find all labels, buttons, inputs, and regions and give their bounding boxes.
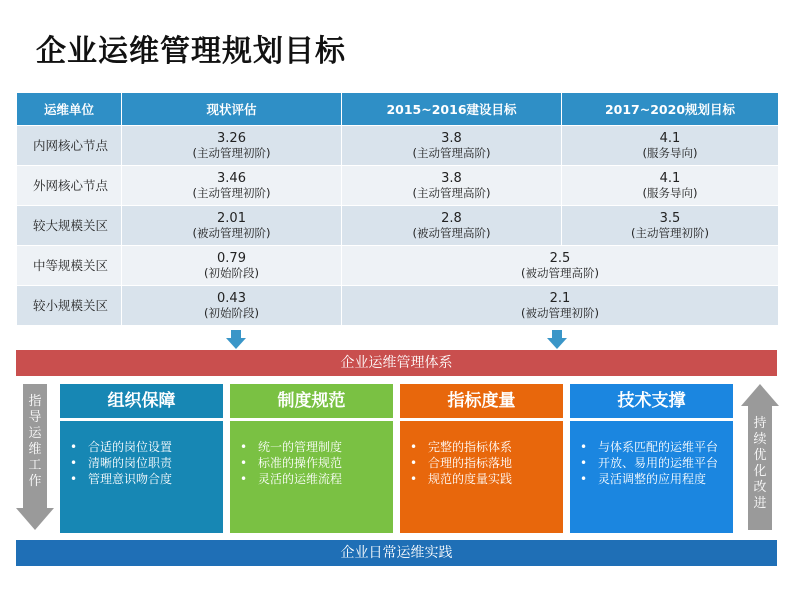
page-title: 企业运维管理规划目标: [36, 34, 346, 69]
stage-label: (初始阶段): [204, 305, 259, 320]
current-cell: [122, 126, 342, 166]
table-row: [17, 166, 779, 206]
score-value: 2.01: [217, 210, 246, 226]
list-item: • 管理意识吻合度: [68, 471, 219, 487]
list-item: • 开放、易用的运维平台: [578, 455, 729, 471]
stage-label: (被动管理高阶): [521, 265, 599, 280]
score-value: 2.8: [441, 210, 462, 226]
merged-target-cell: [342, 286, 779, 326]
column-header: 2015~2016建设目标: [342, 93, 562, 126]
stage-label: (主动管理初阶): [631, 225, 709, 240]
pillar-technology: [570, 384, 733, 530]
column-header: 现状评估: [122, 93, 342, 126]
list-item: • 完整的指标体系: [408, 439, 559, 455]
column-header: 2017~2020规划目标: [562, 93, 779, 126]
target-2016-cell: [342, 126, 562, 166]
list-item: • 与体系匹配的运维平台: [578, 439, 729, 455]
current-cell: [122, 286, 342, 326]
list-item: • 统一的管理制度: [238, 439, 389, 455]
pillar-body: [400, 421, 563, 533]
stage-label: (主动管理高阶): [412, 185, 491, 200]
stage-label: (主动管理初阶): [192, 185, 271, 200]
score-value: 3.8: [441, 130, 462, 146]
arrow-up-improve-icon: [741, 384, 779, 530]
pillar-title: 组织保障: [60, 384, 223, 418]
pillar-organization: [60, 384, 223, 530]
score-value: 2.5: [549, 250, 571, 266]
pillar-title: 技术支撑: [570, 384, 733, 418]
target-2016-cell: [342, 206, 562, 246]
table-row: [17, 286, 779, 326]
target-2016-cell: [342, 166, 562, 206]
pillar-title: 指标度量: [400, 384, 563, 418]
stage-label: (服务导向): [642, 145, 698, 160]
unit-cell: 较小规模关区: [17, 286, 122, 326]
management-system-bar: 企业运维管理体系: [16, 350, 777, 376]
column-header: 运维单位: [17, 93, 122, 126]
pillar-title: 制度规范: [230, 384, 393, 418]
pillar-body: [230, 421, 393, 533]
daily-practice-bar: 企业日常运维实践: [16, 540, 777, 566]
score-value: 4.1: [659, 130, 681, 146]
list-item: • 清晰的岗位职责: [68, 455, 219, 471]
arrow-down-guide-icon: [16, 384, 54, 530]
pillar-body: [570, 421, 733, 533]
table-row: [17, 246, 779, 286]
stage-label: (被动管理初阶): [521, 305, 599, 320]
unit-cell: 内网核心节点: [17, 126, 122, 166]
score-value: 4.1: [659, 170, 681, 186]
stage-label: (初始阶段): [204, 265, 259, 280]
list-item: • 合理的指标落地: [408, 455, 559, 471]
list-item: • 灵活调整的应用程度: [578, 471, 729, 487]
current-cell: [122, 246, 342, 286]
unit-cell: 中等规模关区: [17, 246, 122, 286]
list-item: • 规范的度量实践: [408, 471, 559, 487]
score-value: 3.5: [659, 210, 681, 226]
improve-label: 持 续 优 化 改 进: [753, 416, 767, 511]
guide-label: 指 导 运 维 工 作: [28, 394, 42, 489]
table-row: [17, 126, 779, 166]
planning-table: [16, 92, 779, 326]
pillar-metrics: [400, 384, 563, 530]
score-value: 3.8: [441, 170, 462, 186]
unit-cell: 外网核心节点: [17, 166, 122, 206]
stage-label: (主动管理高阶): [412, 145, 491, 160]
stage-label: (被动管理高阶): [412, 225, 491, 240]
unit-cell: 较大规模关区: [17, 206, 122, 246]
target-2020-cell: [562, 206, 779, 246]
table-header-row: [17, 93, 779, 126]
current-cell: [122, 206, 342, 246]
score-value: 0.43: [217, 290, 246, 306]
score-value: 0.79: [217, 250, 246, 266]
pillar-body: [60, 421, 223, 533]
list-item: • 灵活的运维流程: [238, 471, 389, 487]
list-item: • 合适的岗位设置: [68, 439, 219, 455]
score-value: 3.26: [217, 130, 246, 146]
score-value: 3.46: [217, 170, 246, 186]
stage-label: (被动管理初阶): [192, 225, 271, 240]
stage-label: (服务导向): [642, 185, 698, 200]
current-cell: [122, 166, 342, 206]
pillar-regulation: [230, 384, 393, 530]
merged-target-cell: [342, 246, 779, 286]
target-2020-cell: [562, 166, 779, 206]
target-2020-cell: [562, 126, 779, 166]
stage-label: (主动管理初阶): [192, 145, 271, 160]
score-value: 2.1: [549, 290, 571, 306]
list-item: • 标准的操作规范: [238, 455, 389, 471]
table-row: [17, 206, 779, 246]
